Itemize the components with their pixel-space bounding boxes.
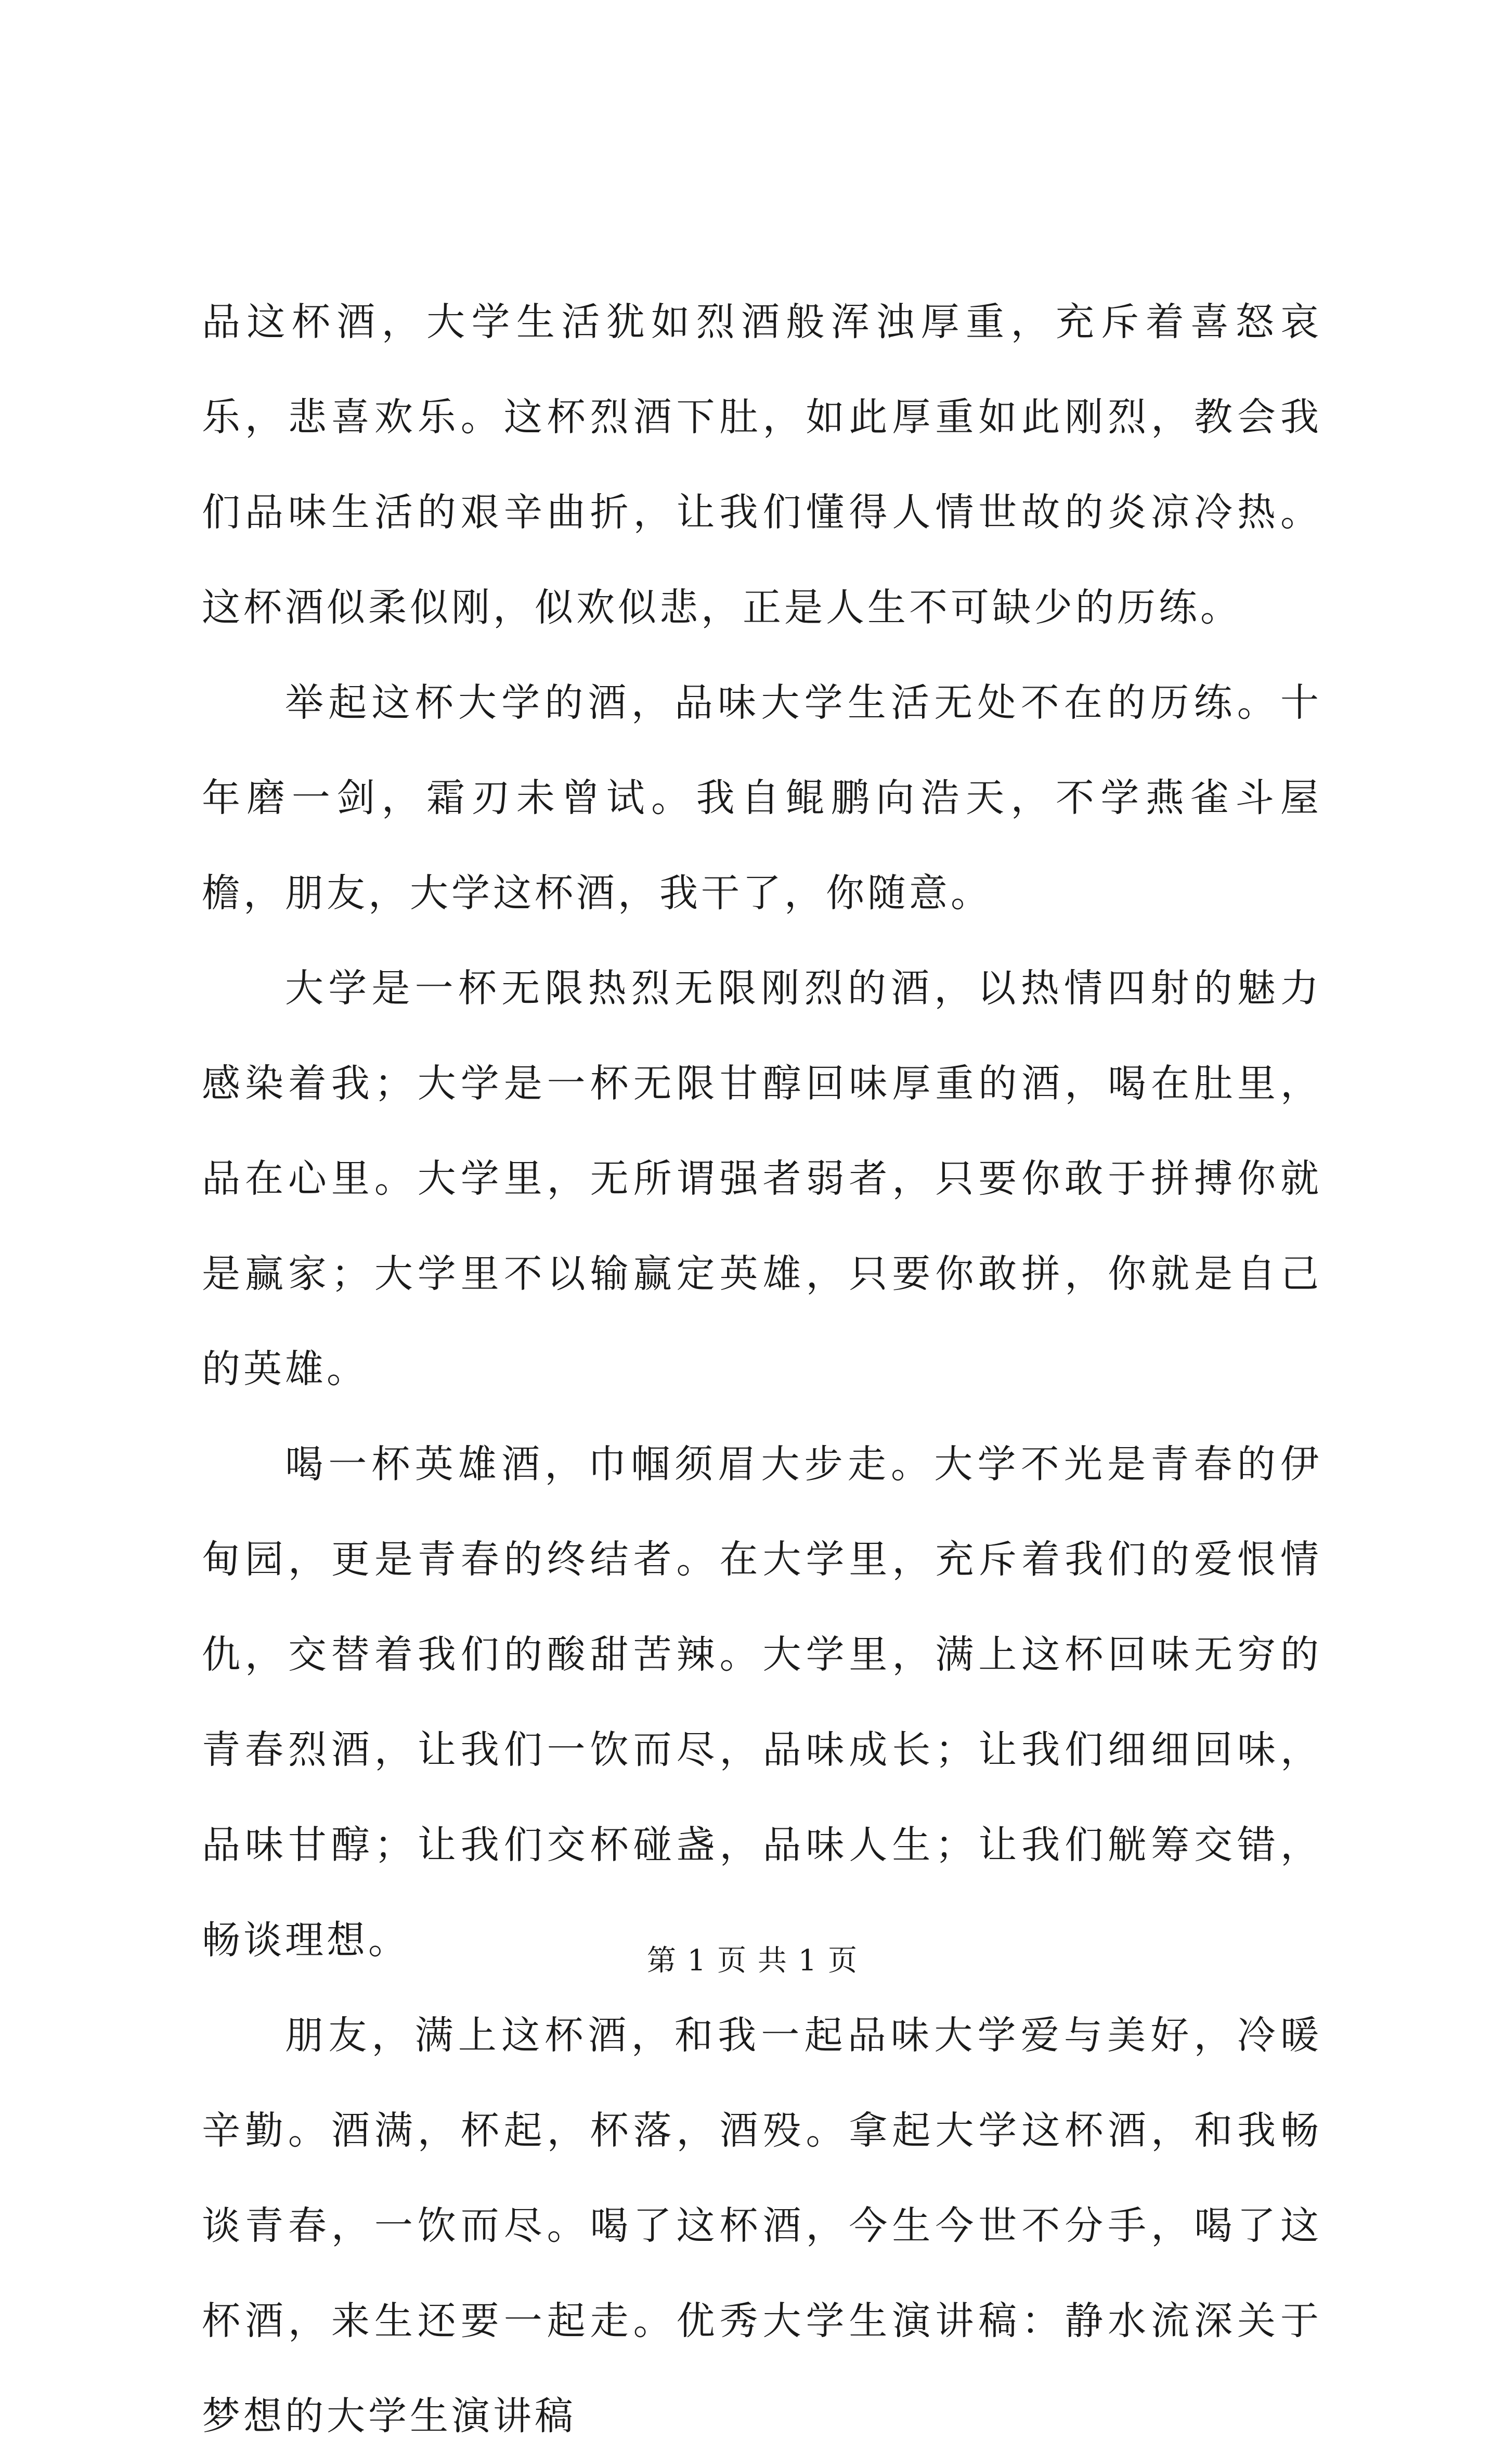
page-number-footer: 第 1 页 共 1 页 bbox=[646, 1944, 859, 1978]
paragraph-1: 品这杯酒，大学生活犹如烈酒般浑浊厚重，充斥着喜怒哀乐，悲喜欢乐。这杯烈酒下肚，如此厚重如此刚烈，教会我们品味生活的艰辛曲折，让我们懂得人情世故的炎凉冷热。这杯酒似柔似刚，似欢似悲，正是人生不可缺少的历练。 bbox=[202, 300, 1322, 630]
paragraph-2: 举起这杯大学的酒，品味大学生活无处不在的历练。十年磨一剑，霜刃未曾试。我自鲲鹏向浩天，不学燕雀斗屋檐，朋友，大学这杯酒，我干了，你随意。 bbox=[202, 680, 1322, 915]
document-body bbox=[202, 275, 1322, 2464]
paragraph-4: 喝一杯英雄酒，巾帼须眉大步走。大学不光是青春的伊甸园，更是青春的终结者。在大学里，充斥着我们的爱恨情仇，交替着我们的酸甜苦辣。大学里，满上这杯回味无穷的青春烈酒，让我们一饮而尽，品味成长；让我们细细回味，品味甘醇；让我们交杯碰盏，品味人生；让我们觥筹交错，畅谈理想。 bbox=[202, 1442, 1322, 1963]
paragraph-3: 大学是一杯无限热烈无限刚烈的酒，以热情四射的魅力感染着我；大学是一杯无限甘醇回味厚重的酒，喝在肚里，品在心里。大学里，无所谓强者弱者，只要你敢于拼搏你就是赢家；大学里不以输赢定英雄，只要你敢拼，你就是自己的英雄。 bbox=[202, 966, 1322, 1391]
paragraph-5: 朋友，满上这杯酒，和我一起品味大学爱与美好，冷暖辛勤。酒满，杯起，杯落，酒殁。拿起大学这杯酒，和我畅谈青春，一饮而尽。喝了这杯酒，今生今世不分手，喝了这杯酒，来生还要一起走。优秀大学生演讲稿：静水流深关于梦想的大学生演讲稿 bbox=[202, 2013, 1322, 2439]
